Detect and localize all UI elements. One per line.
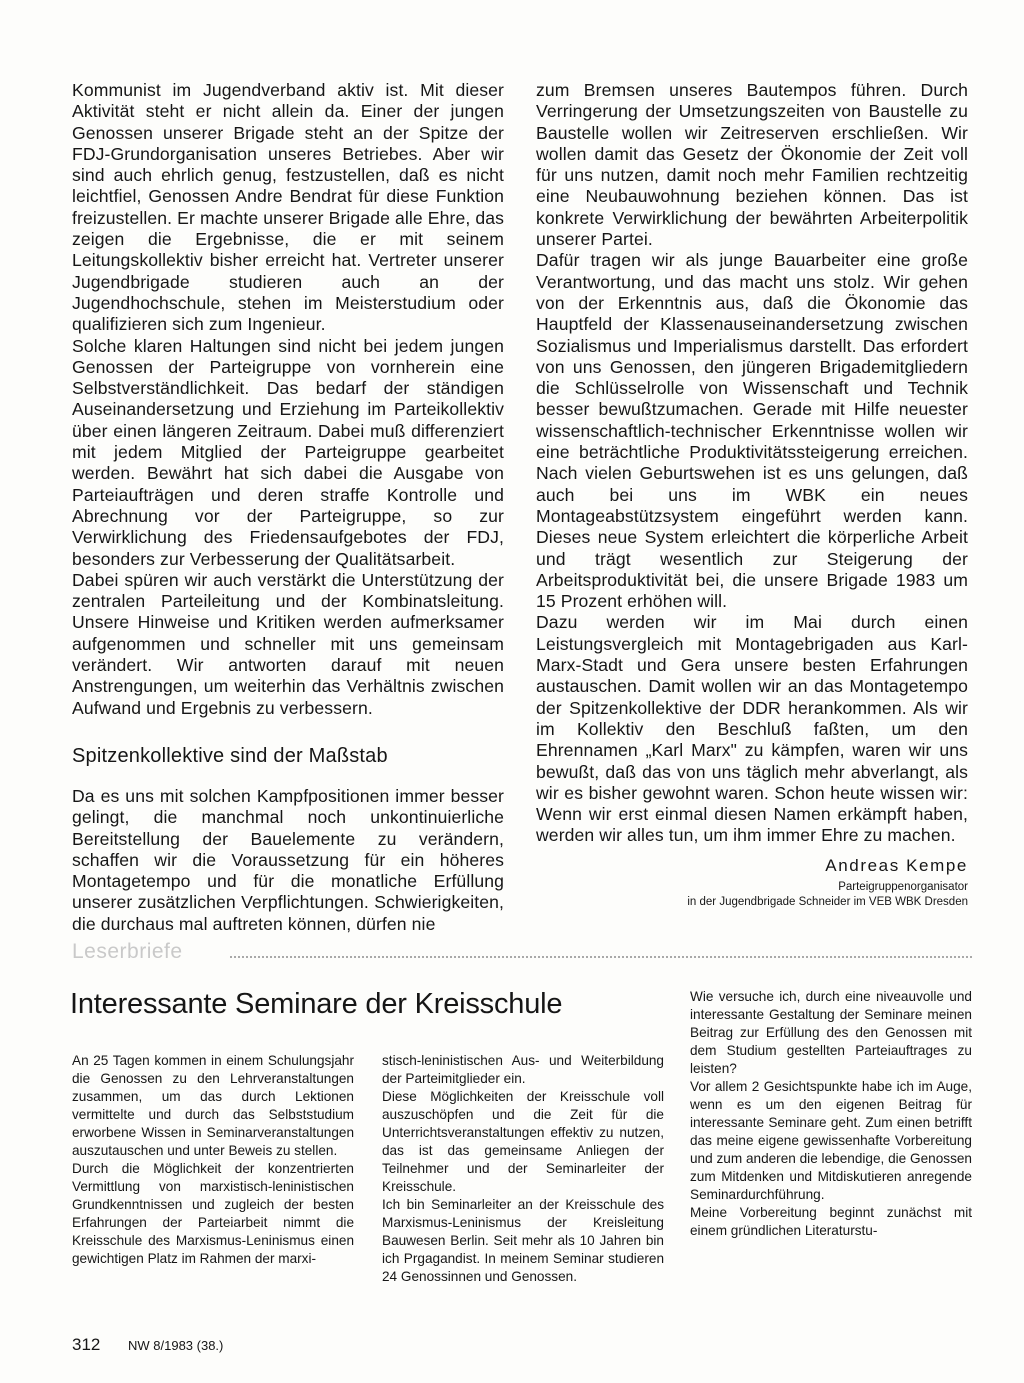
author-signature xyxy=(687,856,968,910)
body-paragraph: Dabei spüren wir auch verstärkt die Unterstützung der zentralen Parteileitung und der Kombinatsleitung. Unsere Hinweise und Kritiken werden aufmerksamer aufgenommen und schneller mit uns gemeinsam verändert. Wir antworten darauf mit neuen Anstrengungen, um weiterhin das Verhältnis zwischen Aufwand und Ergebnis zu verbessern. xyxy=(72,569,504,718)
body-paragraph: Diese Möglichkeiten der Kreisschule voll auszuschöpfen und die Zeit für die Unterrichtsveranstaltungen effektiv zu nutzen, das ist das gemeinsame Anliegen der Teilnehmer und der Seminarleiter der Kreisschule. xyxy=(382,1089,664,1194)
letter-column-2 xyxy=(382,1052,664,1312)
author-role: Parteigruppenorganisator xyxy=(838,881,968,893)
body-paragraph: Da es uns mit solchen Kampfpositionen immer besser gelingt, die manchmal noch unkontinuierliche Bereitstellung der Bauelemente zu verändern, schaffen wir die Voraussetzung für ein höheres Montagetempo und für die monatliche Erfüllung unserer zusätzlichen Verpflichtungen. Schwierigkeiten, die durchaus mal auftreten können, dürfen nie xyxy=(72,785,504,934)
body-paragraph: Durch die Möglichkeit der konzentrierten Vermittlung von marxistisch-leninistischen Grundkenntnissen und zugleich der besten Erfahrungen der Parteiarbeit nimmt die Kreisschule des Marxismus-Leninismus einen gewichtigen Platz im Rahmen der marxi- xyxy=(72,1161,354,1266)
body-paragraph: zum Bremsen unseres Bautempos führen. Durch Verringerung der Umsetzungszeiten von Baustelle zu Baustelle wollen wir Zeitreserven erschließen. Wir wollen damit das Gesetz der Ökonomie der Zeit voll für uns nutzen, damit noch mehr Familien rechtzeitig eine Neubauwohnung beziehen können. Das ist konkrete Verwirklichung der bewährten Arbeiterpolitik unserer Partei. xyxy=(536,80,968,250)
rubric-label: Leserbriefe xyxy=(72,940,183,963)
body-paragraph: Dafür tragen wir als junge Bauarbeiter eine große Verantwortung, und das macht uns stolz. Wir gehen von der Erkenntnis aus, daß die Ökonomie das Hauptfeld der Klassenauseinandersetzung zwischen Sozialismus und Imperialismus darstellt. Das erfordert von uns Genossen, den jüngeren Brigademitgliedern die Schlüsselrolle von Wissenschaft und Technik besser bewußtzumachen. Gerade mit Hilfe neuester wissenschaftlich-technischer Erkenntnisse wollen wir eine beträchtliche Produktivitätssteigerung erreichen. Nach vielen Geburtswehen ist es uns gelungen, daß auch bei uns im WBK ein neues Montageabstützsystem eingeführt werden kann. Dieses neue System erleichtert die körperliche Arbeit und trägt wesentlich zur Steigerung der Arbeitsproduktivität bei, die unsere Brigade 1983 um 15 Prozent erhöhen will. xyxy=(536,250,968,612)
section-rubric xyxy=(72,940,972,966)
issue-reference: NW 8/1983 (38.) xyxy=(128,1338,224,1353)
body-paragraph: Solche klaren Haltungen sind nicht bei jedem jungen Genossen der Parteigruppe von vornherein eine Selbstverständlichkeit. Das bedarf der ständigen Auseinandersetzung und Erziehung im Parteikollektiv über einen längeren Zeitraum. Dabei muß differenziert mit jedem Mitglied der Parteigruppe gearbeitet werden. Bewährt hat sich dabei die Ausgabe von Parteiaufträgen und deren straffe Kontrolle und Abrechnung vor der Parteigruppe, so zur Verwirklichung des Friedensaufgebotes der FDJ, besonders zur Verbesserung der Qualitätsarbeit. xyxy=(72,335,504,569)
top-article-right-column xyxy=(536,80,968,850)
top-article-left-column xyxy=(72,80,504,934)
body-paragraph: An 25 Tagen kommen in einem Schulungsjahr die Genossen zu den Lehrveranstaltungen zusammen, um das durch Lektionen vermittelte und durch das Selbststudium erworbene Wissen in Seminarveranstaltungen auszutauschen und unter Beweis zu stellen. xyxy=(72,1053,354,1158)
rubric-divider xyxy=(230,956,972,958)
body-paragraph: stisch-leninistischen Aus- und Weiterbildung der Parteimitglieder ein. xyxy=(382,1053,664,1086)
section-subheading: Spitzenkollektive sind der Maßstab xyxy=(72,744,388,767)
letter-column-1 xyxy=(72,1052,354,1322)
letter-column-3 xyxy=(690,988,972,1328)
author-name: Andreas Kempe xyxy=(825,856,968,875)
author-affiliation: in der Jugendbrigade Schneider im VEB WBK Dresden xyxy=(687,896,968,908)
body-paragraph: Vor allem 2 Gesichtspunkte habe ich im Auge, wenn es um den eigenen Beitrag für interessante Seminare geht. Zum einen betrifft das meine eigene gewissenhafte Vorbereitung und zum anderen die lebendige, die Genossen zum Mitdenken und Mitdiskutieren anregende Seminardurchführung. xyxy=(690,1079,972,1202)
body-paragraph: Kommunist im Jugendverband aktiv ist. Mit dieser Aktivität steht er nicht allein da. Einer der jungen Genossen unserer Brigade steht an der Spitze der FDJ-Grundorganisation unseres Betriebes. Aber wir sind auch ehrlich genug, festzustellen, daß es nicht leichtfiel, Genossen Andre Bendrat für diese Funktion freizustellen. Er machte unserer Brigade alle Ehre, das zeigen die Ergebnisse, die er mit seinem Leitungskollektiv bisher erreicht hat. Vertreter unserer Jugendbrigade studieren auch an der Jugendhochschule, stehen im Meisterstudium oder qualifizieren sich zum Ingenieur. xyxy=(72,80,504,335)
page-number: 312 xyxy=(72,1335,101,1354)
article-title: Interessante Seminare der Kreisschule xyxy=(70,988,563,1020)
page-footer xyxy=(72,1335,472,1359)
body-paragraph: Meine Vorbereitung beginnt zunächst mit einem gründlichen Literaturstu- xyxy=(690,1205,972,1238)
body-paragraph: Dazu werden wir im Mai durch einen Leistungsvergleich mit Montagebrigaden aus Karl-Marx-Stadt und Gera unsere besten Erfahrungen austauschen. Damit wollen wir an das Montagetempo der Spitzenkollektive der DDR herankommen. Als wir im Kollektiv den Beschluß faßten, um den Ehrennamen „Karl Marx" zu kämpfen, waren wir uns bewußt, daß das von uns täglich mehr abverlangt, als wir es bisher gewohnt waren. Schon heute wissen wir: Wenn wir erst einmal diesen Namen erkämpft haben, werden wir alles tun, um ihm immer Ehre zu machen. xyxy=(536,612,968,846)
body-paragraph: Ich bin Seminarleiter an der Kreisschule des Marxismus-Leninismus der Kreisleitung Bauwesen Berlin. Seit mehr als 10 Jahren bin ich Prgagandist. In meinem Seminar studieren 24 Genossinnen und Genossen. xyxy=(382,1197,664,1284)
body-paragraph: Wie versuche ich, durch eine niveauvolle und interessante Gestaltung der Seminare meinen Beitrag zur Erfüllung des den Genossen mit dem Studium gestellten Parteiauftrages zu leisten? xyxy=(690,989,972,1076)
